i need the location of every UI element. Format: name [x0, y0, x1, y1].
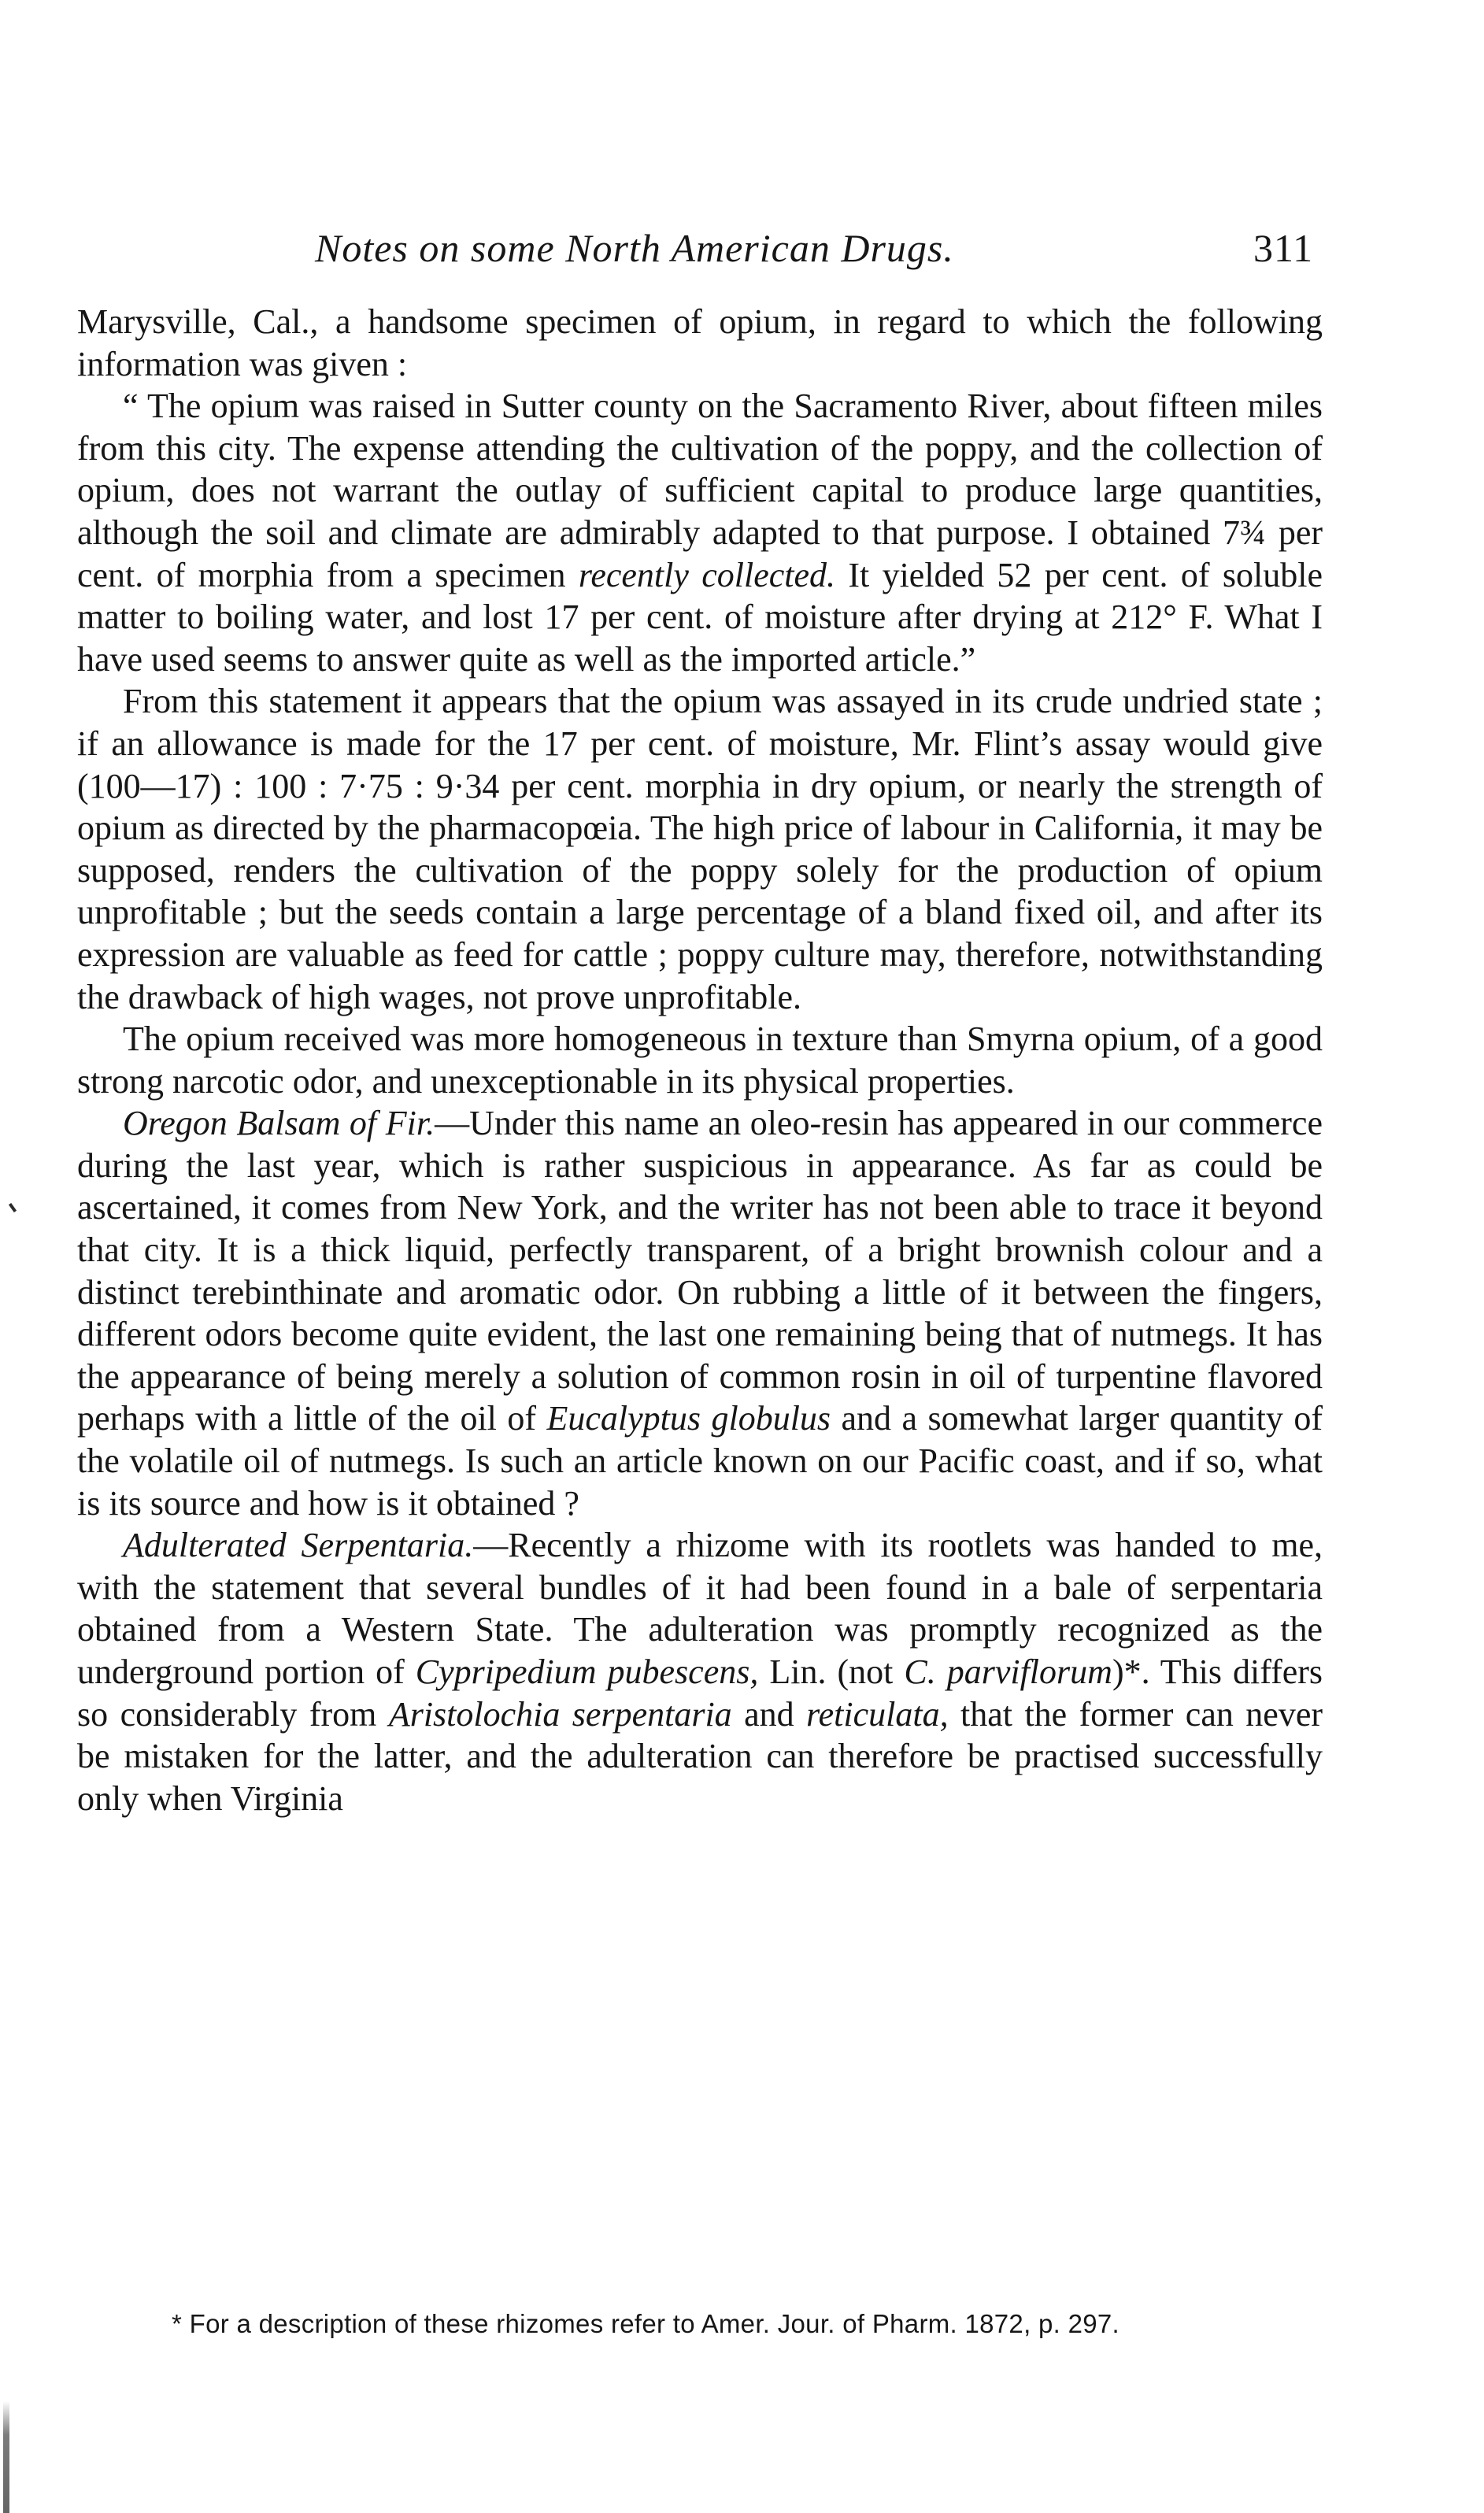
paragraph-assay: [77, 680, 1323, 1018]
section-heading-oregon-balsam: Oregon Balsam of Fir.: [123, 1104, 435, 1143]
section-heading-adulterated-serpentaria: Adulterated Serpentaria.: [123, 1526, 474, 1565]
scan-speck-mark: [9, 1203, 17, 1212]
paragraph-serpentaria-mid-1: Lin. (not: [769, 1653, 894, 1691]
quotation-text: “ The opium was raised in Sutter county on the Sacramento River, about fifteen miles from this city. The expense attending the cultivation of the poppy, and the collection of opium, does not warrant the outlay of sufficient capital to produce large quantities, although the soil and climate are admirably adapted to that purpose. I obtained 7¾ per cent. of morphia from a specimen: [77, 387, 1323, 594]
paragraph-serpentaria-text-continued: that the former can never be mistaken for the latter, and the adulteration can therefore be practised successfully only when Virginia: [77, 1694, 1323, 1818]
paragraph-oregon-balsam-text-continued: and a somewhat larger quantity of the volatile oil of nutmegs. Is such an article known on our Pacific coast, and if so, what is its source and how is it obtained ?: [77, 1399, 1323, 1523]
italic-cypripedium-pubescens: Cypripedium pubescens,: [415, 1653, 759, 1691]
scan-edge-shadow: [3, 2401, 9, 2513]
body-text: [77, 301, 1323, 1819]
paragraph-serpentaria-mid-3: and: [744, 1694, 794, 1734]
italic-aristolochia-serpentaria: Aristolochia serpentaria: [388, 1694, 732, 1734]
paragraph-serpentaria-text: —Recently a rhizome with its rootlets was handed to me, with the statement that several bundles of it had been found in a bale of serpentaria obtained from a Western State. The adulteration was promptly recognized as the underground portion of: [77, 1526, 1323, 1691]
quotation-italic-recently-collected: recently collected.: [578, 555, 836, 594]
paragraph-marysville: [77, 301, 1323, 385]
paragraph-assay-text: From this statement it appears that the opium was assayed in its crude undried state ; if an allowance is made for the 17 per cent. of moisture, Mr. Flint’s assay would give (100—17) : 100 : 7·75 : 9·34 per cent. morphia in dry opium, or nearly the strength of opium as directed by the pharmacopœia. The high price of labour in California, it may be supposed, renders the cultivation of the poppy solely for the production of opium unprofitable ; but the seeds contain a large percentage of a bland fixed oil, and after its expression are valuable as feed for cattle ; poppy culture may, therefore, notwithstanding the drawback of high wages, not prove unprofitable.: [77, 682, 1323, 1016]
quotation-text-continued: It yielded 52 per cent. of soluble matter to boiling water, and lost 17 per cent. of moisture after drying at 212° F. What I have used seems to answer quite as well as the imported article.”: [77, 555, 1323, 679]
paragraph-oregon-balsam-text: —Under this name an oleo-resin has appeared in our commerce during the last year, which is rather suspicious in appearance. As far as could be ascertained, it comes from New York, and the writer has not been able to trace it beyond that city. It is a thick liquid, perfectly transparent, of a bright brownish colour and a distinct terebinthinate and aromatic odor. On rubbing a little of it between the fingers, different odors become quite evident, the last one remaining being that of nutmegs. It has the appearance of being merely a solution of common rosin in oil of turpentine flavored perhaps with a little of the oil of: [77, 1104, 1323, 1438]
footnote: * For a description of these rhizomes refer to Amer. Jour. of Pharm. 1872, p. 297.: [172, 2309, 1120, 2338]
paragraph-oregon-balsam: [77, 1102, 1323, 1524]
paragraph-serpentaria-mid-2: )*. This differs so considerably from: [77, 1653, 1323, 1734]
paragraph-opium-texture: [77, 1018, 1323, 1102]
paragraph-opium-texture-text: The opium received was more homogeneous in texture than Smyrna opium, of a good strong narcotic odor, and unexceptionable in its physical properties.: [77, 1020, 1323, 1101]
paragraph-quotation: [77, 385, 1323, 680]
running-head-title: Notes on some North American Drugs.: [315, 226, 954, 270]
paragraph-marysville-text: Marysville, Cal., a handsome specimen of opium, in regard to which the following information was given :: [77, 302, 1323, 383]
italic-eucalyptus-globulus: Eucalyptus globulus: [546, 1399, 831, 1438]
italic-c-parviflorum: C. parviflorum: [904, 1653, 1112, 1691]
page-number: 311: [1253, 226, 1314, 270]
paragraph-adulterated-serpentaria: [77, 1524, 1323, 1819]
italic-reticulata: reticulata,: [806, 1694, 949, 1734]
